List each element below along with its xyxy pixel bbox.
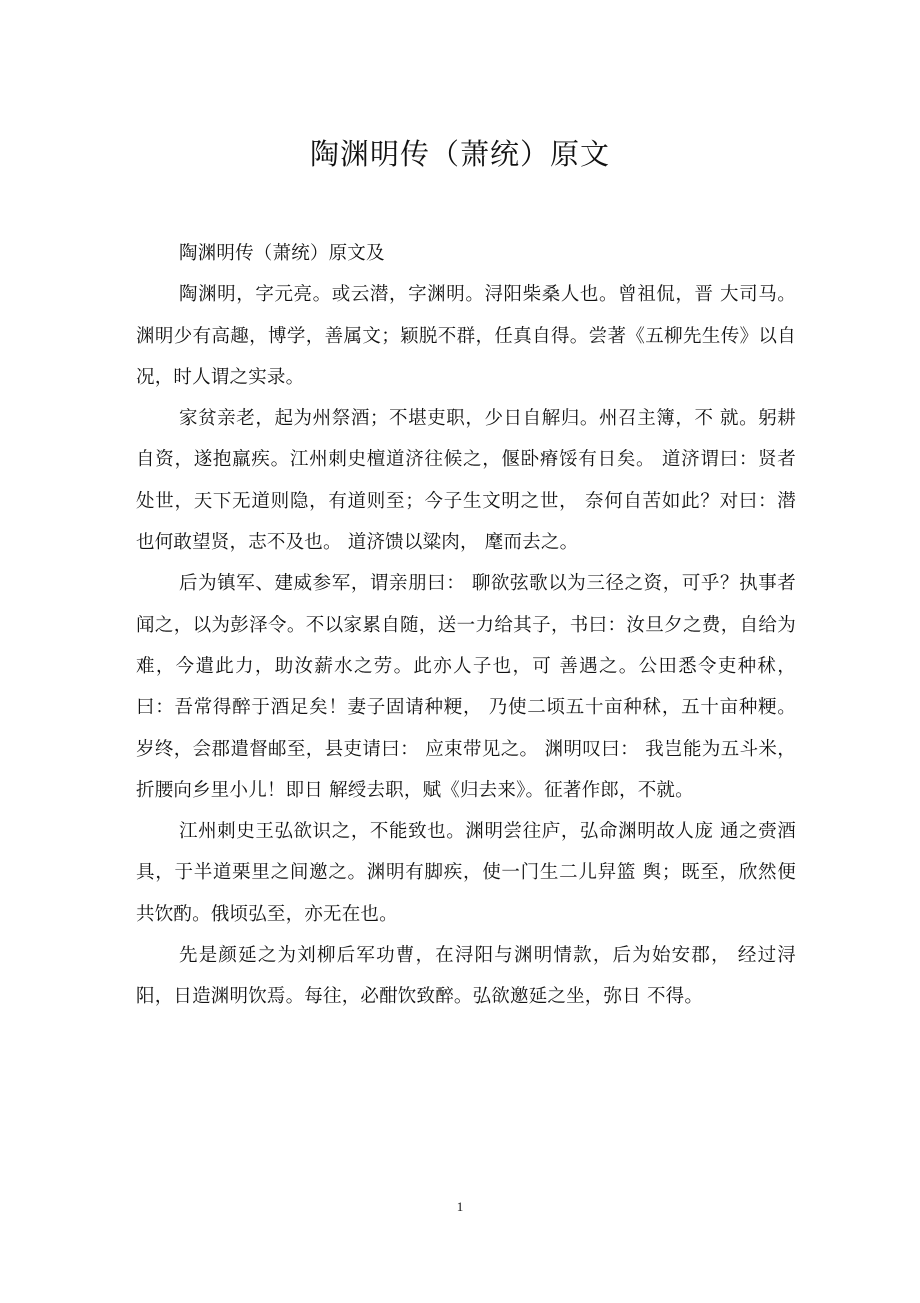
document-title: 陶渊明传（萧统）原文 xyxy=(309,137,610,171)
paragraph: 先是颜延之为刘柳后军功曹，在浔阳与渊明情款，后为始安郡， 经过浔阳，日造渊明饮焉。每往，必酣饮致醉。弘欲邀延之坐，弥日 不得。 xyxy=(136,945,796,1008)
paragraph: 江州刺史王弘欲识之，不能致也。渊明尝往庐，弘命渊明故人庞 通之赍酒具，于半道栗里之间邀之。渊明有脚疾，使一门生二儿舁篮 舆；既至，欣然便共饮酌。俄顷弘至，亦无在也。 xyxy=(136,821,796,925)
paragraph: 陶渊明传（萧统）原文及 xyxy=(179,243,385,264)
paragraph: 陶渊明，字元亮。或云潜，字渊明。浔阳柴桑人也。曾祖侃，晋 大司马。渊明少有高趣，博学，善属文；颖脱不群，任真自得。尝著《五柳先生传》以自况，时人谓之实录。 xyxy=(136,284,796,388)
paragraph: 家贫亲老，起为州祭酒；不堪吏职，少日自解归。州召主簿，不 就。躬耕自资，遂抱羸疾。江州刺史檀道济往候之，偃卧瘠馁有日矣。 道济谓曰：贤者处世，天下无道则隐，有道则至；今子生文明之世， 奈何自苦如此？对曰：潜也何敢望贤，志不及也。 道济馈以粱肉， 麾而去之。 xyxy=(136,408,796,554)
document-body xyxy=(136,233,796,1018)
paragraph: 后为镇军、建威参军，谓亲朋曰： 聊欲弦歌以为三径之资，可乎？执事者闻之，以为彭泽令。不以家累自随，送一力给其子，书曰：汝旦夕之费，自给为难，今遣此力，助汝薪水之劳。此亦人子也，可 善遇之。公田悉令吏种秫，曰：吾常得醉于酒足矣！妻子固请种粳， 乃使二顷五十亩种秫，五十亩种粳。岁终，会郡遣督邮至，县吏请曰： 应束带见之。 渊明叹曰： 我岂能为五斗米，折腰向乡里小儿！即日 解绶去职，赋《归去来》。征著作郎，不就。 xyxy=(136,573,796,801)
page-number: 1 xyxy=(456,1199,464,1214)
